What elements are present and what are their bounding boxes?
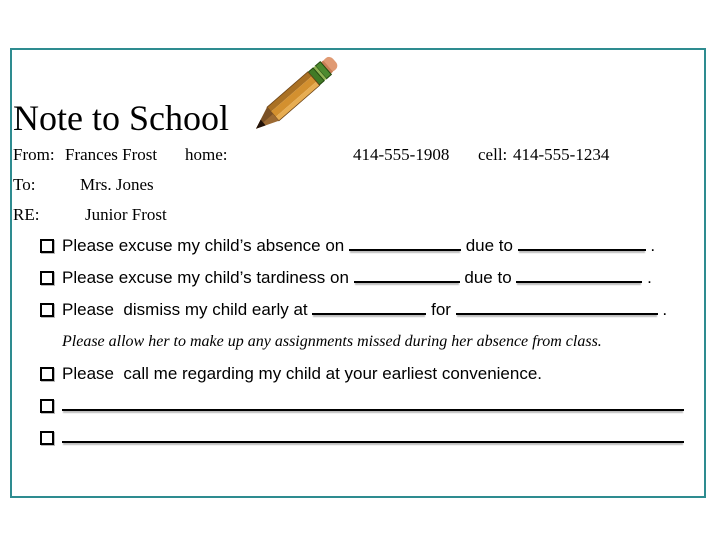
fill-in-blank[interactable] xyxy=(349,236,461,251)
home-phone: 414-555-1908 xyxy=(353,145,450,164)
pencil-icon xyxy=(240,42,350,152)
fill-in-blank[interactable] xyxy=(354,268,460,283)
re-label: RE: xyxy=(13,205,40,224)
to-name: Mrs. Jones xyxy=(80,175,154,194)
from-row xyxy=(0,145,720,165)
checklist-text-group xyxy=(62,268,652,288)
checklist-item xyxy=(40,396,708,416)
checklist-text-group xyxy=(62,300,667,320)
checklist-text: Please dismiss my child early at xyxy=(62,300,313,319)
checklist-text-group xyxy=(62,332,602,352)
checklist-item xyxy=(40,428,708,448)
fill-in-blank[interactable] xyxy=(62,396,684,411)
fill-in-blank[interactable] xyxy=(312,300,426,315)
checkbox[interactable] xyxy=(40,303,54,317)
from-name: Frances Frost xyxy=(65,145,158,164)
fill-in-blank[interactable] xyxy=(518,236,646,251)
re-name: Junior Frost xyxy=(85,205,167,224)
checklist-text: Please call me regarding my child at your earliest convenience. xyxy=(62,364,543,383)
checklist-text: due to xyxy=(459,268,517,287)
checklist-item xyxy=(40,236,708,256)
checklist-text: Please excuse my child’s tardiness on xyxy=(62,268,354,287)
checklist-text-group xyxy=(62,428,684,448)
home-label: home: xyxy=(185,145,228,164)
fill-in-blank[interactable] xyxy=(456,300,658,315)
checklist-text: for xyxy=(426,300,456,319)
checkbox[interactable] xyxy=(40,431,54,445)
page-title: Note to School xyxy=(13,98,229,138)
re-row xyxy=(0,205,720,225)
checklist-item xyxy=(40,332,708,352)
checklist-item xyxy=(40,364,708,384)
checkbox[interactable] xyxy=(40,399,54,413)
checklist-text-group xyxy=(62,236,655,256)
from-label: From: xyxy=(13,145,55,164)
checklist-text: Please excuse my child’s absence on xyxy=(62,236,349,255)
fill-in-blank[interactable] xyxy=(516,268,642,283)
cell-phone: 414-555-1234 xyxy=(513,145,610,164)
checkbox[interactable] xyxy=(40,271,54,285)
checklist-item xyxy=(40,300,708,320)
fill-in-blank[interactable] xyxy=(62,428,684,443)
checklist xyxy=(40,236,708,460)
checkbox[interactable] xyxy=(40,239,54,253)
checklist-text: due to xyxy=(460,236,518,255)
to-row xyxy=(0,175,720,195)
checkbox[interactable] xyxy=(40,367,54,381)
checklist-text: . xyxy=(645,236,656,255)
checklist-text-group xyxy=(62,396,684,416)
checklist-text: . xyxy=(657,300,668,319)
checklist-text: Please allow her to make up any assignments missed during her absence from class. xyxy=(62,333,602,350)
cell-label: cell: xyxy=(478,145,508,164)
to-label: To: xyxy=(13,175,36,194)
checklist-item xyxy=(40,268,708,288)
checklist-text: . xyxy=(642,268,652,287)
checklist-text-group xyxy=(62,364,542,384)
